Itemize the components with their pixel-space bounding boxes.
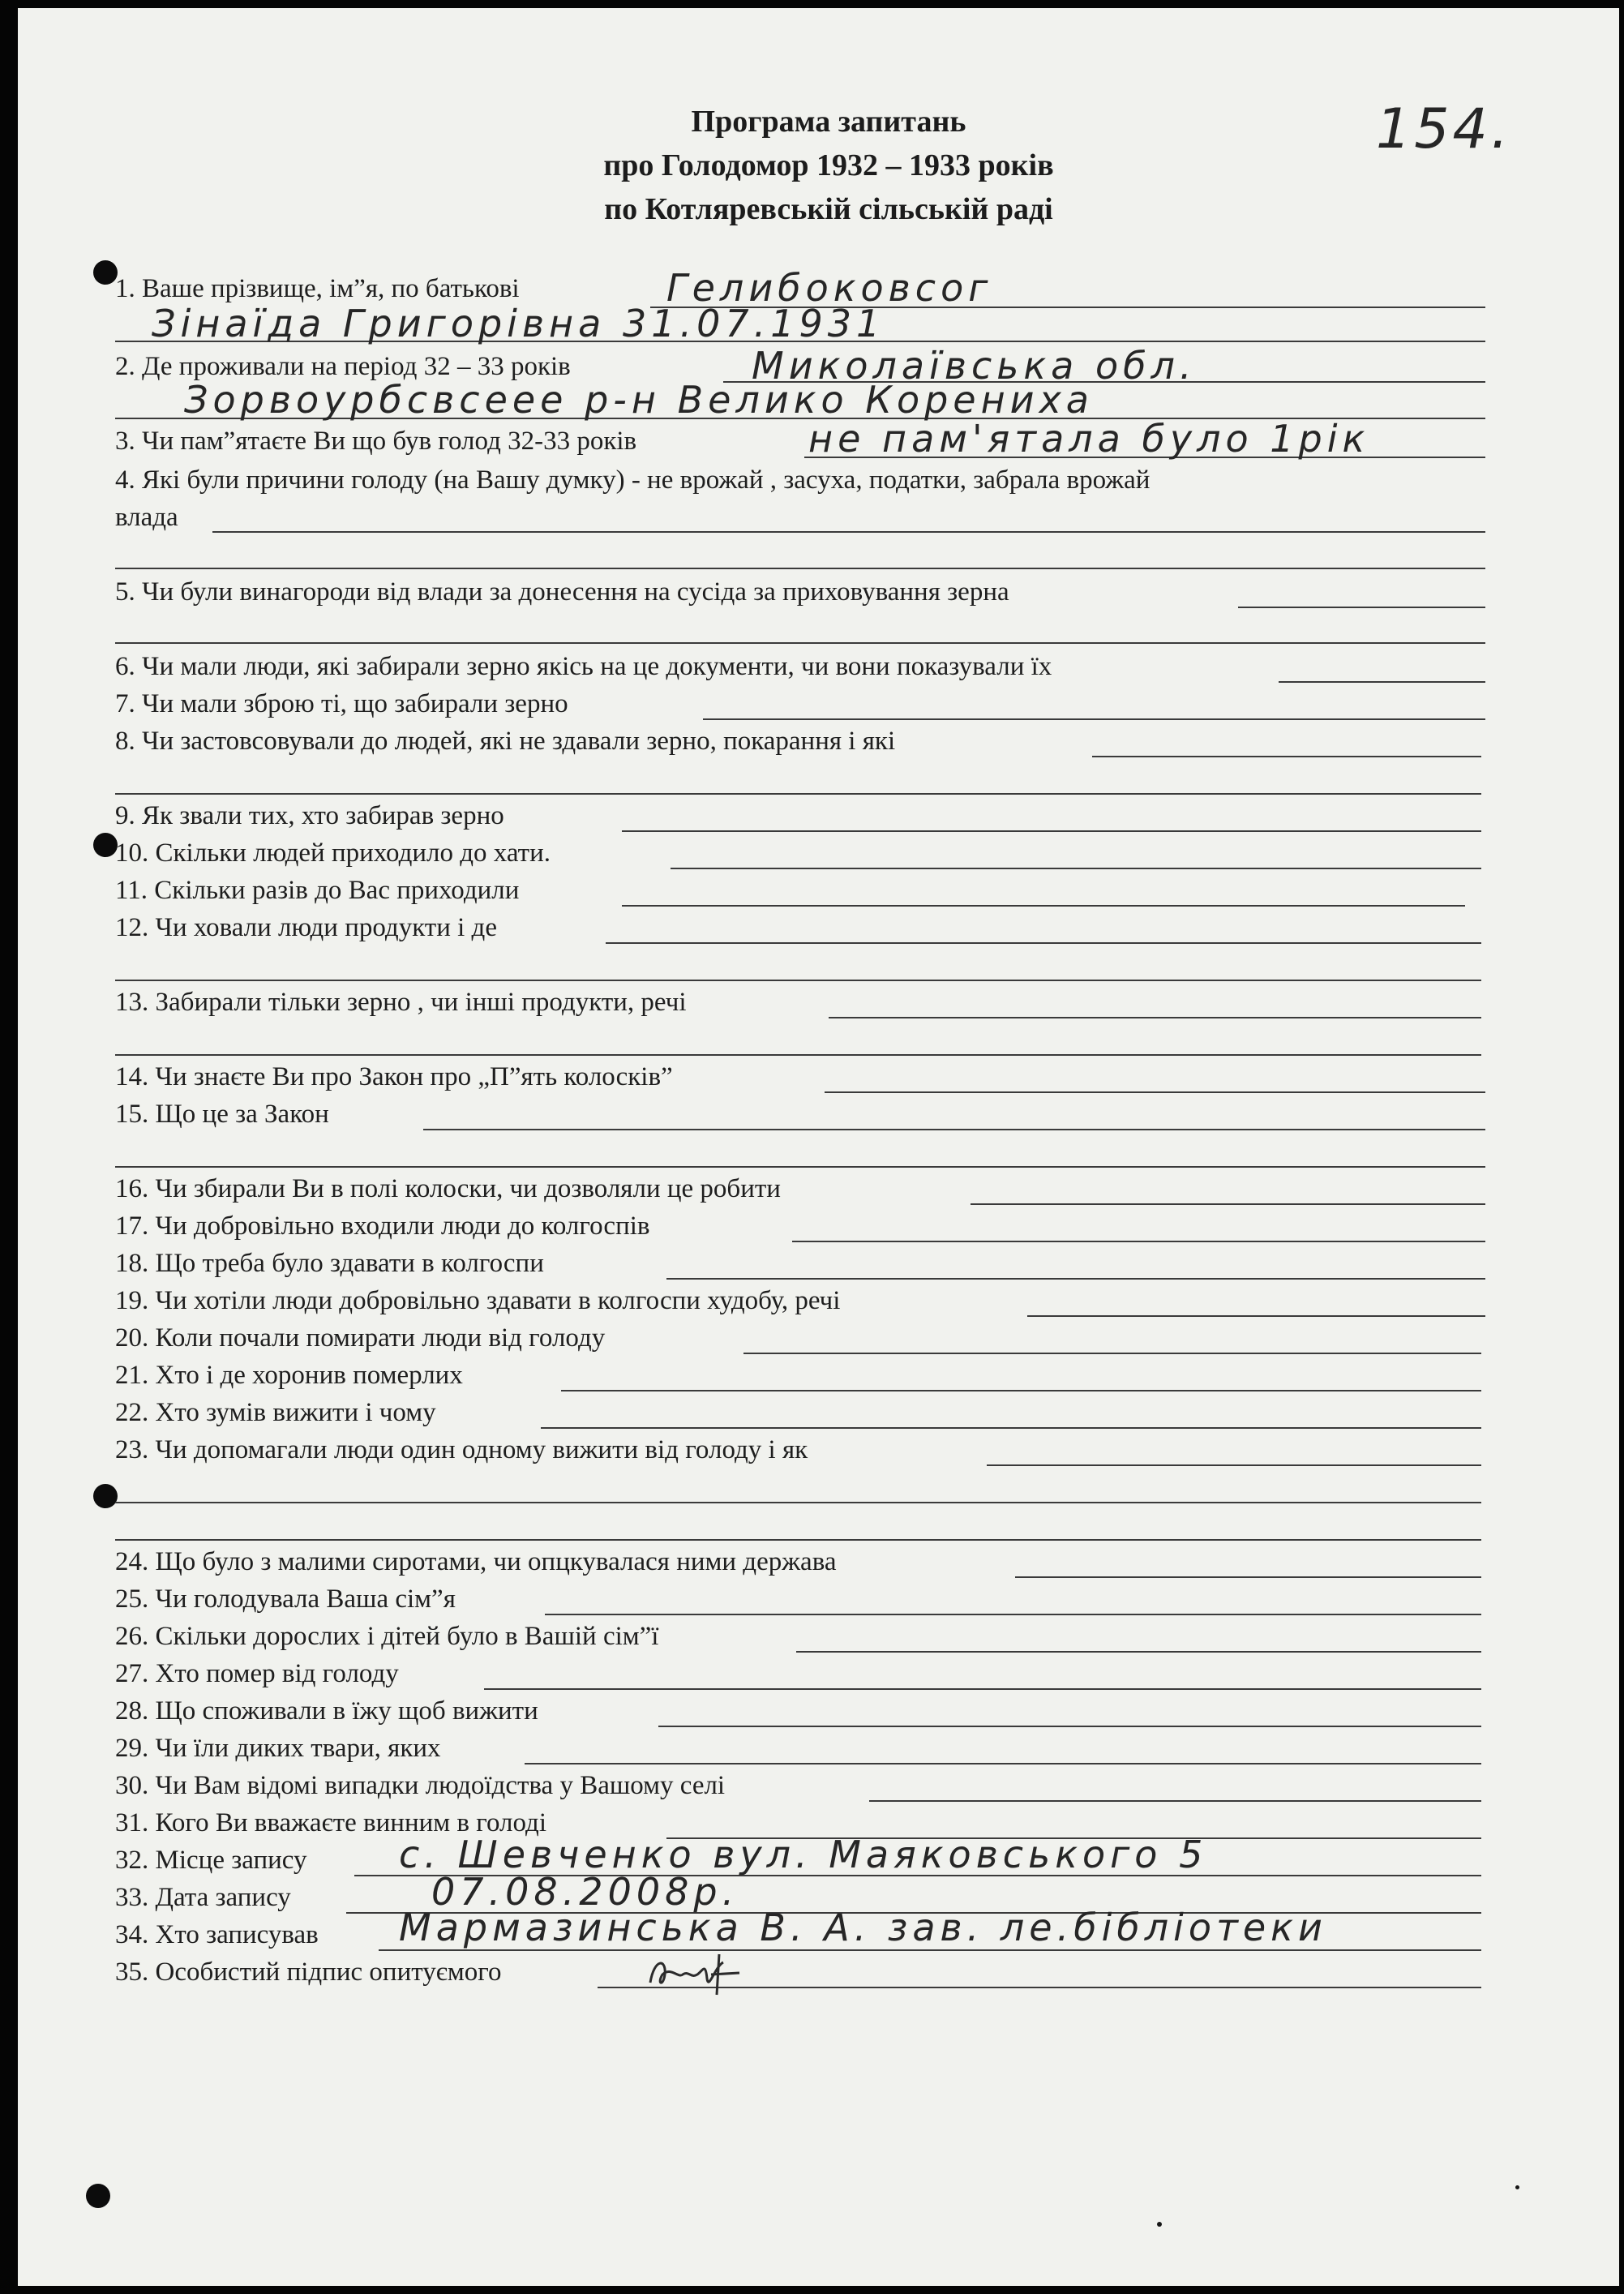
answer-line [1015,1576,1481,1578]
question-4: 4. Які були причини голоду (на Вашу думку) - не врожай , засуха, податки, забрала врожай [115,465,1151,495]
question-16: 16. Чи збирали Ви в полі колоски, чи дозволяли це робити [115,1174,781,1203]
respondent-signature [642,1950,756,1999]
answer-line [869,1800,1481,1802]
answer-line [484,1688,1481,1690]
question-18: 18. Що треба було здавати в колгоспи [115,1249,544,1278]
question-6: 6. Чи мали люди, які забирали зерно якісь на це документи, чи вони показували їх [115,652,1052,681]
answer-32-place: с. Шевченко вул. Маяковського 5 [399,1833,1208,1876]
answer-line [115,1502,1481,1503]
answer-line [541,1427,1481,1429]
page-title-line1: Програма запитань [691,105,966,139]
answer-line [545,1614,1481,1615]
question-28: 28. Що споживали в їжу щоб вижити [115,1696,538,1726]
answer-line [622,905,1465,907]
question-15: 15. Що це за Закон [115,1100,329,1129]
answer-line [115,793,1481,795]
question-8: 8. Чи застовсовували до людей, які не здавали зерно, покарання і які [115,727,896,756]
answer-line [606,942,1481,944]
answer-line [525,1763,1481,1764]
answer-line [796,1651,1481,1653]
question-7: 7. Чи мали зброю ті, що забирали зерно [115,689,568,718]
corner-archive-number: 154. [1376,97,1512,161]
stray-mark [1157,2222,1162,2227]
question-24: 24. Що було з малими сиротами, чи опцкувалася ними держава [115,1547,837,1576]
answer-line [115,980,1481,981]
question-17: 17. Чи добровільно входили люди до колгоспів [115,1211,650,1241]
answer-1-surname: Гелибоковсог [666,266,993,310]
binder-hole [93,833,118,857]
question-13: 13. Забирали тільки зерно , чи інші продукти, речі [115,988,687,1017]
answer-line [379,1949,1481,1951]
question-25: 25. Чи голодувала Ваша сім”я [115,1584,456,1614]
answer-2-region: Миколаївська обл. [752,344,1197,388]
answer-line [212,531,1485,533]
answer-line [658,1726,1481,1727]
question-35: 35. Особистий підпис опитуємого [115,1957,502,1987]
question-5: 5. Чи були винагороди від влади за донесення на сусіда за приховування зерна [115,577,1009,607]
answer-line [671,868,1481,869]
question-10: 10. Скільки людей приходило до хати. [115,838,551,868]
answer-34-recorder: Мармазинська В. А. зав. ле.бібліотеки [399,1906,1327,1949]
binder-hole [93,1484,118,1508]
question-12: 12. Чи ховали люди продукти і де [115,913,497,942]
answer-line [743,1353,1481,1354]
question-19: 19. Чи хотіли люди добровільно здавати в колгоспи худобу, речі [115,1286,841,1315]
question-27: 27. Хто помер від голоду [115,1659,399,1688]
answer-3-remembers: не пам'ятала було 1рік [808,417,1370,461]
question-33: 33. Дата запису [115,1883,291,1912]
answer-line [1027,1315,1485,1317]
question-14: 14. Чи знаєте Ви про Закон про „П”ять колосків” [115,1062,673,1091]
answer-line [423,1129,1485,1130]
answer-line [987,1464,1481,1466]
answer-line [115,642,1485,644]
page-title-line2: про Голодомор 1932 – 1933 років [603,148,1054,182]
questionnaire-page [18,8,1619,2286]
question-20: 20. Коли почали помирати люди від голоду [115,1323,606,1353]
answer-line [622,830,1481,832]
question-2: 2. Де проживали на період 32 – 33 років [115,352,571,381]
answer-line [115,1166,1485,1168]
question-22: 22. Хто зумів вижити і чому [115,1398,436,1427]
question-3: 3. Чи пам”ятаєте Ви що був голод 32-33 років [115,427,637,456]
question-31: 31. Кого Ви вважаєте винним в голоді [115,1808,546,1837]
question-1: 1. Ваше прізвище, ім”я, по батькові [115,274,520,303]
page-title-line3: по Котляревській сільській раді [604,192,1053,226]
question-23: 23. Чи допомагали люди один одному вижити від голоду і як [115,1435,808,1464]
answer-line [703,718,1485,720]
question-21: 21. Хто і де хоронив померлих [115,1361,463,1390]
answer-33-date: 07.08.2008р. [431,1870,739,1914]
stray-mark [1515,2185,1519,2189]
binder-hole [93,260,118,285]
binder-hole [86,2184,110,2208]
question-11: 11. Скільки разів до Вас приходили [115,876,520,905]
answer-line [115,1054,1481,1056]
answer-line [666,1278,1485,1280]
answer-line [115,568,1485,569]
answer-line [115,1539,1481,1541]
answer-line [1092,756,1481,757]
question-4-cont: влада [115,503,178,532]
answer-line [1238,607,1485,608]
question-30: 30. Чи Вам відомі випадки людоїдства у Вашому селі [115,1771,726,1800]
answer-line [792,1241,1485,1242]
answer-2-district-village: Зорвоурбсвсеее р-н Велико Корениха [184,378,1094,422]
question-32: 32. Місце запису [115,1846,307,1875]
answer-1-name-dob: Зінаїда Григорівна 31.07.1931 [152,302,885,345]
answer-line [971,1203,1485,1205]
answer-line [1279,681,1485,683]
answer-line [829,1017,1481,1018]
question-34: 34. Хто записував [115,1920,319,1949]
answer-line [825,1091,1485,1093]
question-26: 26. Скільки дорослих і дітей було в Вашій сім”ї [115,1622,659,1651]
answer-line [561,1390,1481,1391]
question-29: 29. Чи їли диких твари, яких [115,1734,441,1763]
question-9: 9. Як звали тих, хто забирав зерно [115,801,504,830]
